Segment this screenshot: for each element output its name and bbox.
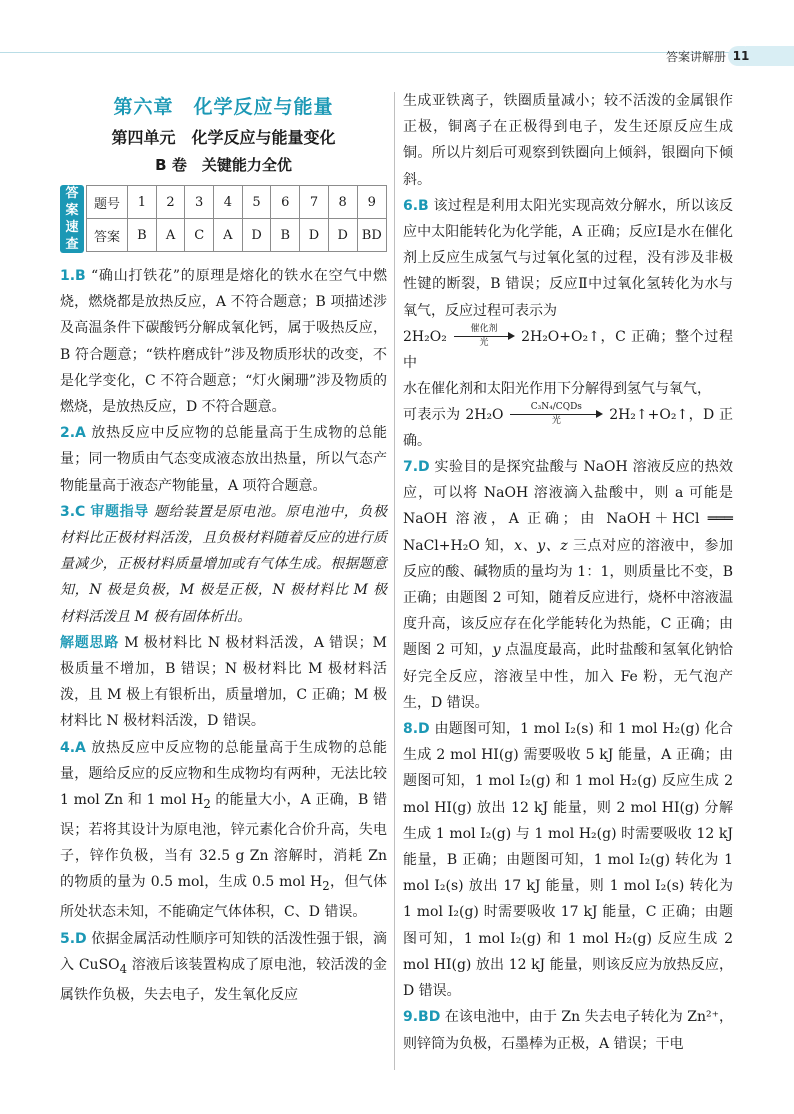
answer-4-sub-2: 2	[322, 879, 330, 894]
answer-7-xyz: x、y、z	[514, 537, 568, 554]
answer-9-number: 9.BD	[403, 1009, 441, 1026]
answer-4-text-a: 放热反应中反应物的总能量高于生成物的总能量，题给反应的反应物和生成物均有两种，无法比较 1 mol Zn 和 1 mol H	[60, 739, 388, 809]
answer-key-table	[86, 185, 387, 252]
answer-cell: BD	[357, 219, 386, 252]
question-number-cell: 9	[357, 186, 386, 219]
answer-5-continued-text: 生成亚铁离子，铁圈质量减小；较不活泼的金属银作正极，铜离子在正极得到电子，发生还原反应生成铜。所以片刻后可观察到铁圈向上倾斜，银圈向下倾斜。	[403, 93, 733, 188]
left-column	[60, 88, 387, 1008]
row-header-answer: 答案	[87, 219, 128, 252]
eq2-condition-bottom: 光	[551, 416, 561, 427]
question-number-cell: 6	[271, 186, 300, 219]
answer-2-text: 放热反应中反应物的总能量高于生成物的总能量；同一物质由气态变成液态放出热量，所以气态产物能量高于液态产物能量，A 项符合题意。	[60, 425, 388, 494]
answer-cell: D	[328, 219, 357, 252]
eq2-arrow-line	[510, 414, 598, 415]
question-number-cell: 7	[300, 186, 329, 219]
row-header-number: 题号	[87, 186, 128, 219]
column-divider	[394, 92, 395, 1070]
answer-4-text-c: ，但气体所处状态未知，不能确定气体体积，C、D 错误。	[60, 874, 387, 921]
answer-1-number: 1.B	[60, 268, 86, 284]
answer-9	[403, 1004, 733, 1056]
answer-5-number: 5.D	[60, 930, 87, 947]
answer-key-tag: 答案速查	[60, 185, 84, 253]
eq2-left: 可表示为 2H₂O	[403, 407, 504, 424]
answer-key-row-numbers	[87, 186, 387, 219]
answer-6-equation-2	[403, 402, 733, 454]
answer-cell: B	[271, 219, 300, 252]
answer-8-number: 8.D	[403, 721, 430, 738]
answer-6-text-2	[403, 376, 733, 402]
answer-5-continued	[403, 88, 733, 193]
question-number-cell: 3	[185, 186, 214, 219]
answer-6	[403, 193, 733, 324]
answer-3-idea	[60, 630, 387, 735]
answer-4-sub-1: 2	[203, 796, 211, 811]
answer-4-number: 4.A	[60, 739, 86, 756]
answer-7-text-a: 实验目的是探究盐酸与 NaOH 溶液反应的热效应，可以将 NaOH 溶液滴入盐酸中，则 a 可能是 NaOH 溶液，A 正确；由 NaOH＋HCl ═══ NaCl+H₂O 知，	[403, 459, 733, 554]
answer-key-row-answers	[87, 219, 387, 252]
eq1-left: 2H₂O₂	[403, 328, 447, 345]
answer-cell: A	[214, 219, 243, 252]
answer-cell: D	[300, 219, 329, 252]
chapter-title: 第六章 化学反应与能量	[113, 96, 334, 118]
volume-title: B 卷 关键能力全优	[155, 156, 292, 174]
answer-1	[60, 263, 387, 420]
answer-3	[60, 499, 387, 630]
answer-4	[60, 735, 387, 926]
answer-6-text-2-span: 水在催化剂和太阳光作用下分解得到氢气与氧气，	[403, 380, 711, 397]
answer-cell: D	[242, 219, 271, 252]
page-number: 11	[728, 46, 754, 66]
answer-4-text-b: 的能量大小，A 正确，B 错误；若将其设计为原电池，锌元素化合价升高，失电子，锌作负极，当有 32.5 g Zn 溶解时，消耗 Zn 的物质的量为 0.5 mol，生成 0.5 mol H	[60, 792, 387, 891]
answer-7-text-b: 三点对应的溶液中，参加反应的酸、碱物质的量均为 1：1，则质量比不变，B 正确；由题图 2 可知，随着反应进行，烧杯中溶液温度升高，该反应存在化学能转化为热能，C 正确；由题图 2 可知，	[403, 537, 734, 659]
answer-cell: A	[156, 219, 185, 252]
question-number-cell: 8	[328, 186, 357, 219]
question-number-cell: 5	[242, 186, 271, 219]
answer-1-text: “确山打铁花”的原理是熔化的铁水在空气中燃烧，燃烧都是放热反应，A 不符合题意；B 项描述涉及高温条件下碳酸钙分解成氧化钙，属于吸热反应，B 符合题意；“铁杵磨成针”涉及物质形状的改变，不是化学变化，C 不符合题意；“灯火阑珊”涉及物质的燃烧，是放热反应，D 不符合题意。	[60, 268, 387, 416]
eq1-condition-bottom: 光	[479, 337, 489, 348]
answer-3-hint-text: 题给装置是原电池。原电池中，负极材料比正极材料活泼，且负极材料随着反应的进行质量减少，正极材料质量增加或有气体生成。根据题意知，N 极是负极，M 极是正极，N 极材料比 M 极材料活泼且 M 极有固体析出。	[60, 503, 388, 625]
answer-5-sub: 4	[119, 961, 128, 976]
answer-5	[60, 926, 387, 1008]
eq2-right: 2H₂↑+O₂↑，D 正确。	[403, 407, 733, 450]
answer-7-text-c: 点温度最高，此时盐酸和氢氧化钠恰好完全反应，溶液呈中性，加入 Fe 粉，无气泡产生，D 错误。	[403, 642, 733, 711]
answer-3-hint-label: 审题指导	[90, 503, 149, 520]
answer-8	[403, 716, 733, 1004]
answer-9-text: 在该电池中，由于 Zn 失去电子转化为 Zn²⁺，则锌筒为负极，石墨棒为正极，A 错误；干电	[403, 1009, 733, 1052]
page-header	[0, 42, 794, 76]
answer-3-idea-text: M 极材料比 N 极材料活泼，A 错误；M 极质量不增加，B 错误；N 极材料比 M 极材料活泼，且 M 极上有银析出，质量增加，C 正确；M 极材料比 N 极材料活泼，D 错误。	[60, 634, 387, 730]
header-label: 答案讲解册	[665, 50, 726, 64]
answer-6-equation-1	[403, 324, 733, 376]
answer-6-text: 该过程是利用太阳光实现高效分解水，所以该反应中太阳能转化为化学能，A 正确；反应Ⅰ是水在催化剂上反应生成氢气与过氧化氢的过程，没有涉及非极性键的断裂，B 错误；反应Ⅱ中过氧化氢转化为水与氧气，反应过程可表示为	[403, 197, 734, 319]
answer-cell: B	[128, 219, 157, 252]
answer-7-y: y	[492, 642, 501, 659]
eq1-arrow	[452, 323, 516, 348]
right-column	[403, 88, 733, 1057]
answer-5-text-b: 溶液后该装置构成了原电池，较活泼的金属铁作负极，失去电子，发生氧化反应	[60, 956, 387, 1003]
answer-5-text-a: 依据金属活动性顺序可知铁的活泼性强于银，滴入 CuSO	[60, 930, 388, 973]
eq2-condition-top: C₃N₄/CQDs	[530, 402, 582, 413]
question-number-cell: 4	[214, 186, 243, 219]
eq1-arrow-line	[454, 336, 510, 337]
answer-7-number: 7.D	[403, 459, 430, 476]
question-number-cell: 1	[128, 186, 157, 219]
answer-3-idea-label: 解题思路	[60, 634, 119, 651]
answer-key	[60, 183, 387, 257]
answer-2	[60, 420, 387, 499]
unit-title: 第四单元 化学反应与能量变化	[111, 128, 336, 147]
eq1-right: 2H₂O+O₂↑，C 正确；整个过程中	[403, 328, 734, 371]
answer-cell: C	[185, 219, 214, 252]
eq2-arrow	[508, 402, 604, 427]
eq1-condition-top: 催化剂	[470, 323, 498, 334]
question-number-cell: 2	[156, 186, 185, 219]
answer-2-number: 2.A	[60, 425, 86, 442]
answer-7	[403, 454, 733, 716]
answer-6-number: 6.B	[403, 197, 429, 214]
answer-8-text: 由题图可知，1 mol I₂(s) 和 1 mol H₂(g) 化合生成 2 mol HI(g) 需要吸收 5 kJ 能量，A 正确；由题图可知，1 mol I₂(g) 和 1 mol H₂(g) 反应生成 2 mol HI(g) 放出 12 kJ 能量，则 2 mol HI(g) 分解生成 1 mol I₂(g) 与 1 mol H₂(g) 时需要吸收 12 kJ 能量，B 正确；由题图可知，1 mol I₂(g) 转化为 1 mol I₂(s) 放出 17 kJ 能量，则 1 mol I₂(s) 转化为 1 mol I₂(g) 时需要吸收 17 kJ 能量，C 正确；由题图可知，1 mol I₂(g) 和 1 mol H₂(g) 反应生成 2 mol HI(g) 放出 12 kJ 能量，则该反应为放热反应，D 错误。	[403, 721, 734, 1000]
answer-3-number: 3.C	[60, 503, 86, 520]
